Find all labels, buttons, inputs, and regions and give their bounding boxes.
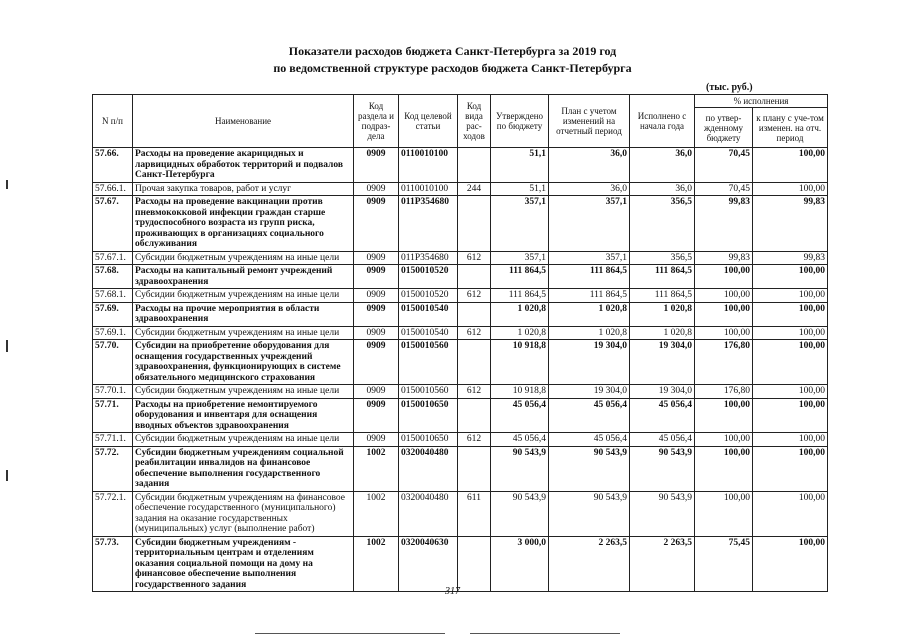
cell-pct-plan: 100,00: [753, 446, 828, 491]
footer-rule: [470, 633, 620, 634]
cell-approved: 357,1: [491, 196, 549, 252]
cell-num: 57.69.1.: [93, 326, 133, 340]
cell-type: [458, 340, 491, 385]
table-row: [93, 251, 828, 265]
cell-target: 0320040630: [399, 536, 458, 592]
cell-section: 0909: [354, 196, 399, 252]
cell-target: 0150010650: [399, 398, 458, 433]
cell-pct-plan: 100,00: [753, 491, 828, 536]
header-pct-approved: по утвер-жденному бюджету: [695, 108, 753, 148]
cell-section: 0909: [354, 251, 399, 265]
table-row: [93, 182, 828, 196]
table-row: [93, 148, 828, 183]
cell-exec: 90 543,9: [630, 491, 695, 536]
table-header-row: [93, 95, 828, 108]
table-row: [93, 265, 828, 289]
cell-section: 0909: [354, 326, 399, 340]
cell-num: 57.66.1.: [93, 182, 133, 196]
cell-num: 57.66.: [93, 148, 133, 183]
header-pct-group: % исполнения: [695, 95, 828, 108]
cell-target: 0150010540: [399, 326, 458, 340]
cell-approved: 10 918,8: [491, 385, 549, 399]
budget-table: [92, 94, 828, 592]
header-target: Код целевой статьи: [399, 95, 458, 148]
cell-approved: 10 918,8: [491, 340, 549, 385]
cell-name: Субсидии бюджетным учреждениям на иные цели: [133, 385, 354, 399]
cell-pct-approved: 100,00: [695, 302, 753, 326]
cell-exec: 19 304,0: [630, 340, 695, 385]
cell-section: 1002: [354, 491, 399, 536]
cell-name: Субсидии бюджетным учреждениям - территориальным центрам и отделениям оказания социальной помощи на дому на финансовое обеспечение выполнения государственного задания: [133, 536, 354, 592]
cell-pct-plan: 100,00: [753, 148, 828, 183]
cell-approved: 90 543,9: [491, 491, 549, 536]
cell-plan: 90 543,9: [549, 491, 630, 536]
header-pct-plan: к плану с уче-том изменен. на отч. период: [753, 108, 828, 148]
cell-target: 0110010100: [399, 148, 458, 183]
cell-num: 57.71.1.: [93, 433, 133, 447]
cell-exec: 45 056,4: [630, 398, 695, 433]
header-exec: Исполнено с начала года: [630, 95, 695, 148]
cell-type: 612: [458, 326, 491, 340]
cell-name: Субсидии бюджетным учреждениям на финансовое обеспечение государственного (муниципального) задания на оказание государственных (муниципальных) услуг (выполнение работ): [133, 491, 354, 536]
cell-pct-plan: 100,00: [753, 302, 828, 326]
footer-rule: [255, 633, 445, 634]
cell-pct-plan: 100,00: [753, 536, 828, 592]
cell-pct-plan: 100,00: [753, 182, 828, 196]
cell-name: Расходы на капитальный ремонт учреждений здравоохранения: [133, 265, 354, 289]
cell-pct-plan: 100,00: [753, 265, 828, 289]
cell-pct-plan: 100,00: [753, 398, 828, 433]
cell-plan: 19 304,0: [549, 385, 630, 399]
cell-type: [458, 148, 491, 183]
cell-name: Расходы на проведение акарицидных и ларвицидных обработок территорий и подвалов Санкт-Петербурга: [133, 148, 354, 183]
header-plan: План с учетом изменений на отчетный период: [549, 95, 630, 148]
cell-pct-plan: 100,00: [753, 385, 828, 399]
table-row: [93, 385, 828, 399]
table-row: [93, 302, 828, 326]
cell-approved: 111 864,5: [491, 289, 549, 303]
cell-name: Субсидии бюджетным учреждениям социальной реабилитации инвалидов на финансовое обеспечение выполнения государственного задания: [133, 446, 354, 491]
cell-exec: 1 020,8: [630, 302, 695, 326]
cell-pct-plan: 100,00: [753, 326, 828, 340]
cell-plan: 1 020,8: [549, 302, 630, 326]
cell-target: 0110010100: [399, 182, 458, 196]
cell-name: Субсидии бюджетным учреждениям на иные цели: [133, 289, 354, 303]
cell-pct-approved: 100,00: [695, 491, 753, 536]
cell-name: Расходы на приобретение немонтируемого оборудования и инвентаря для оснащения вводных объектов здравоохранения: [133, 398, 354, 433]
cell-pct-plan: 100,00: [753, 289, 828, 303]
cell-plan: 45 056,4: [549, 398, 630, 433]
cell-exec: 2 263,5: [630, 536, 695, 592]
page-number: 317: [445, 586, 460, 597]
cell-name: Субсидии бюджетным учреждениям на иные цели: [133, 251, 354, 265]
cell-approved: 45 056,4: [491, 433, 549, 447]
header-num: N п/п: [93, 95, 133, 148]
cell-pct-plan: 100,00: [753, 340, 828, 385]
cell-num: 57.73.: [93, 536, 133, 592]
cell-type: 612: [458, 251, 491, 265]
header-type: Код вида рас-ходов: [458, 95, 491, 148]
cell-type: [458, 398, 491, 433]
table-row: [93, 446, 828, 491]
cell-type: [458, 265, 491, 289]
cell-pct-approved: 99,83: [695, 251, 753, 265]
cell-pct-approved: 99,83: [695, 196, 753, 252]
cell-pct-approved: 100,00: [695, 398, 753, 433]
cell-section: 0909: [354, 302, 399, 326]
cell-plan: 36,0: [549, 182, 630, 196]
table-row: [93, 289, 828, 303]
cell-section: 0909: [354, 340, 399, 385]
cell-approved: 357,1: [491, 251, 549, 265]
cell-pct-approved: 70,45: [695, 182, 753, 196]
cell-type: [458, 196, 491, 252]
cell-name: Расходы на проведение вакцинации против пневмококковой инфекции граждан старше трудоспособного возраста из групп риска, проживающих в организациях социального обслуживания: [133, 196, 354, 252]
table-row: [93, 398, 828, 433]
cell-section: 0909: [354, 182, 399, 196]
page-title-line1: Показатели расходов бюджета Санкт-Петербурга за 2019 год: [288, 44, 617, 58]
cell-num: 57.69.: [93, 302, 133, 326]
cell-num: 57.68.: [93, 265, 133, 289]
cell-exec: 356,5: [630, 196, 695, 252]
cell-exec: 90 543,9: [630, 446, 695, 491]
cell-target: 0320040480: [399, 446, 458, 491]
cell-name: Субсидии на приобретение оборудования для оснащения государственных учреждений здравоохранения, функционирующих в системе обязательного медицинского страхования: [133, 340, 354, 385]
cell-section: 1002: [354, 536, 399, 592]
cell-pct-approved: 100,00: [695, 265, 753, 289]
cell-approved: 1 020,8: [491, 326, 549, 340]
table-row: [93, 433, 828, 447]
cell-target: 0150010560: [399, 340, 458, 385]
cell-pct-approved: 176,80: [695, 385, 753, 399]
cell-section: 1002: [354, 446, 399, 491]
margin-mark: [6, 470, 8, 481]
header-name: Наименование: [133, 95, 354, 148]
cell-num: 57.71.: [93, 398, 133, 433]
cell-plan: 111 864,5: [549, 289, 630, 303]
cell-section: 0909: [354, 398, 399, 433]
margin-mark: [6, 340, 8, 352]
cell-pct-plan: 99,83: [753, 251, 828, 265]
table-row: [93, 340, 828, 385]
cell-type: [458, 536, 491, 592]
cell-approved: 111 864,5: [491, 265, 549, 289]
cell-section: 0909: [354, 289, 399, 303]
cell-exec: 45 056,4: [630, 433, 695, 447]
cell-plan: 1 020,8: [549, 326, 630, 340]
table-row: [93, 326, 828, 340]
table-row: [93, 491, 828, 536]
cell-pct-approved: 100,00: [695, 446, 753, 491]
cell-exec: 111 864,5: [630, 265, 695, 289]
cell-pct-approved: 176,80: [695, 340, 753, 385]
cell-type: [458, 302, 491, 326]
table-row: [93, 536, 828, 592]
cell-num: 57.68.1.: [93, 289, 133, 303]
header-approved: Утверждено по бюджету: [491, 95, 549, 148]
cell-type: 612: [458, 289, 491, 303]
cell-approved: 51,1: [491, 148, 549, 183]
cell-plan: 45 056,4: [549, 433, 630, 447]
cell-approved: 1 020,8: [491, 302, 549, 326]
cell-target: 0320040480: [399, 491, 458, 536]
cell-approved: 3 000,0: [491, 536, 549, 592]
cell-pct-approved: 70,45: [695, 148, 753, 183]
cell-num: 57.72.1.: [93, 491, 133, 536]
units-label: (тыс. руб.): [706, 82, 753, 93]
cell-exec: 36,0: [630, 182, 695, 196]
cell-approved: 51,1: [491, 182, 549, 196]
cell-section: 0909: [354, 433, 399, 447]
cell-plan: 111 864,5: [549, 265, 630, 289]
cell-name: Субсидии бюджетным учреждениям на иные цели: [133, 433, 354, 447]
page-title-line2: по ведомственной структуре расходов бюджета Санкт-Петербурга: [273, 61, 632, 75]
header-section: Код раздела и подраз-дела: [354, 95, 399, 148]
cell-plan: 357,1: [549, 251, 630, 265]
cell-target: 011P354680: [399, 251, 458, 265]
cell-plan: 19 304,0: [549, 340, 630, 385]
cell-target: 0150010520: [399, 265, 458, 289]
cell-exec: 1 020,8: [630, 326, 695, 340]
cell-plan: 2 263,5: [549, 536, 630, 592]
cell-plan: 36,0: [549, 148, 630, 183]
cell-exec: 111 864,5: [630, 289, 695, 303]
cell-num: 57.70.1.: [93, 385, 133, 399]
cell-section: 0909: [354, 385, 399, 399]
table-row: [93, 196, 828, 252]
cell-target: 0150010540: [399, 302, 458, 326]
cell-name: Прочая закупка товаров, работ и услуг: [133, 182, 354, 196]
cell-plan: 90 543,9: [549, 446, 630, 491]
cell-target: 0150010520: [399, 289, 458, 303]
cell-type: 611: [458, 491, 491, 536]
cell-approved: 45 056,4: [491, 398, 549, 433]
cell-plan: 357,1: [549, 196, 630, 252]
cell-section: 0909: [354, 265, 399, 289]
cell-target: 0150010650: [399, 433, 458, 447]
cell-pct-approved: 100,00: [695, 433, 753, 447]
cell-num: 57.67.1.: [93, 251, 133, 265]
cell-exec: 19 304,0: [630, 385, 695, 399]
cell-type: 244: [458, 182, 491, 196]
cell-target: 0150010560: [399, 385, 458, 399]
cell-pct-plan: 100,00: [753, 433, 828, 447]
cell-type: 612: [458, 385, 491, 399]
cell-pct-approved: 75,45: [695, 536, 753, 592]
cell-pct-approved: 100,00: [695, 289, 753, 303]
cell-num: 57.70.: [93, 340, 133, 385]
cell-num: 57.67.: [93, 196, 133, 252]
cell-name: Субсидии бюджетным учреждениям на иные цели: [133, 326, 354, 340]
cell-type: [458, 446, 491, 491]
cell-section: 0909: [354, 148, 399, 183]
cell-pct-plan: 99,83: [753, 196, 828, 252]
cell-pct-approved: 100,00: [695, 326, 753, 340]
cell-approved: 90 543,9: [491, 446, 549, 491]
cell-target: 011P354680: [399, 196, 458, 252]
cell-num: 57.72.: [93, 446, 133, 491]
cell-type: 612: [458, 433, 491, 447]
cell-name: Расходы на прочие мероприятия в области здравоохранения: [133, 302, 354, 326]
cell-exec: 356,5: [630, 251, 695, 265]
cell-exec: 36,0: [630, 148, 695, 183]
margin-mark: [6, 180, 8, 189]
